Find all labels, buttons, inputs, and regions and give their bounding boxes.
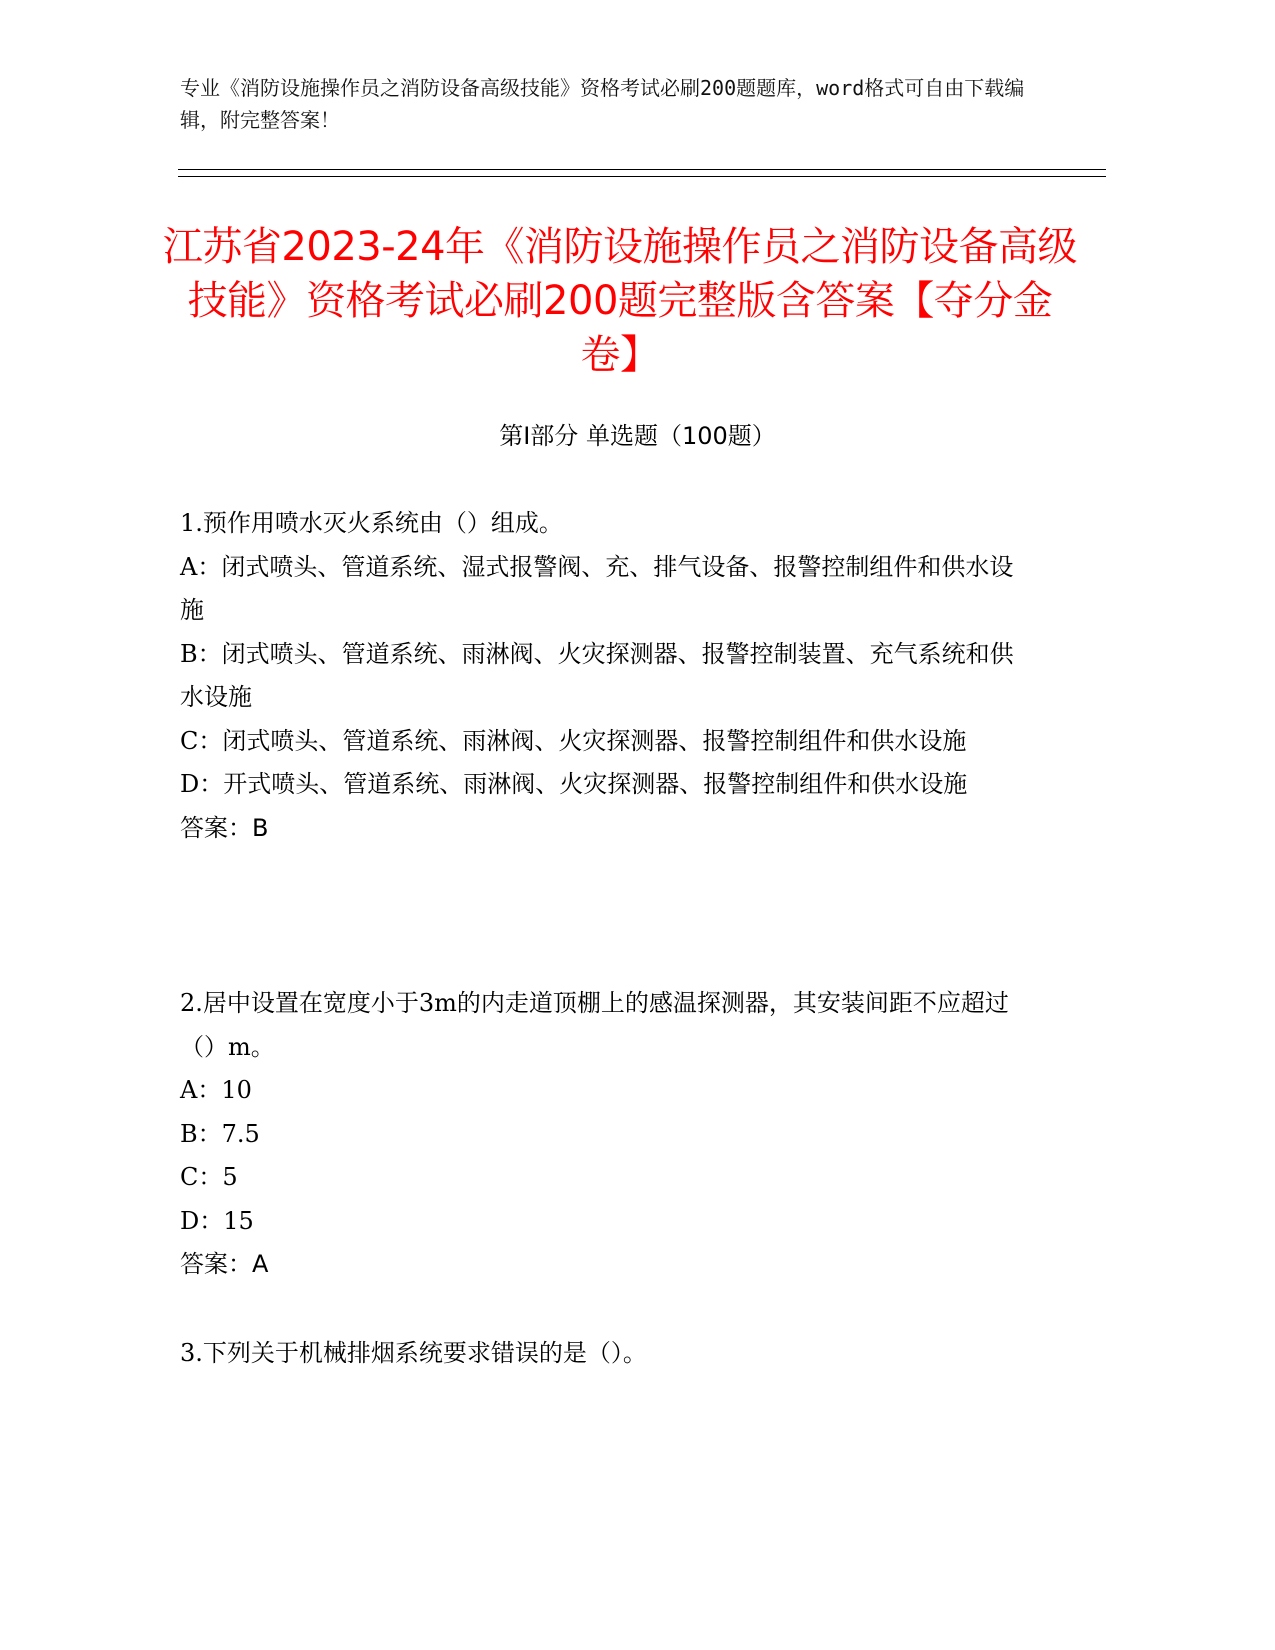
option-d: D：15	[180, 1206, 254, 1235]
option-b: B：7.5	[180, 1119, 260, 1148]
option-a: A：闭式喷头、管道系统、湿式报警阀、充、排气设备、报警控制组件和供水设施	[180, 552, 1014, 624]
option-c: C：闭式喷头、管道系统、雨淋阀、火灾探测器、报警控制组件和供水设施	[180, 726, 967, 755]
option-a: A：10	[180, 1076, 252, 1104]
option-b: B：闭式喷头、管道系统、雨淋阀、火灾探测器、报警控制装置、充气系统和供水设施	[180, 639, 1014, 711]
answer-line: 答案：A	[180, 1250, 269, 1278]
header-divider-bottom	[178, 176, 1106, 177]
option-c: C：5	[180, 1163, 238, 1191]
question-stem: 2.居中设置在宽度小于3m的内走道顶棚上的感温探测器，其安装间距不应超过（）m。	[180, 989, 1009, 1061]
option-d: D：开式喷头、管道系统、雨淋阀、火灾探测器、报警控制组件和供水设施	[180, 770, 968, 798]
question-1	[180, 502, 1030, 850]
header-divider-top	[178, 169, 1106, 170]
question-3	[180, 1332, 1030, 1376]
section-heading: 第I部分 单选题（100题）	[499, 422, 776, 450]
document-title: 江苏省2023-24年《消防设施操作员之消防设备高级技能》资格考试必刷200题完整版含答案【夺分金卷】	[162, 224, 1078, 378]
question-2	[180, 982, 1030, 1287]
answer-line: 答案：B	[180, 813, 269, 842]
question-stem: 1.预作用喷水灭火系统由（）组成。	[180, 509, 563, 537]
question-stem: 3.下列关于机械排烟系统要求错误的是（）。	[180, 1339, 647, 1367]
header-note: 专业《消防设施操作员之消防设备高级技能》资格考试必刷200题题库，word格式可自由下载编辑，附完整答案！	[180, 76, 1025, 132]
